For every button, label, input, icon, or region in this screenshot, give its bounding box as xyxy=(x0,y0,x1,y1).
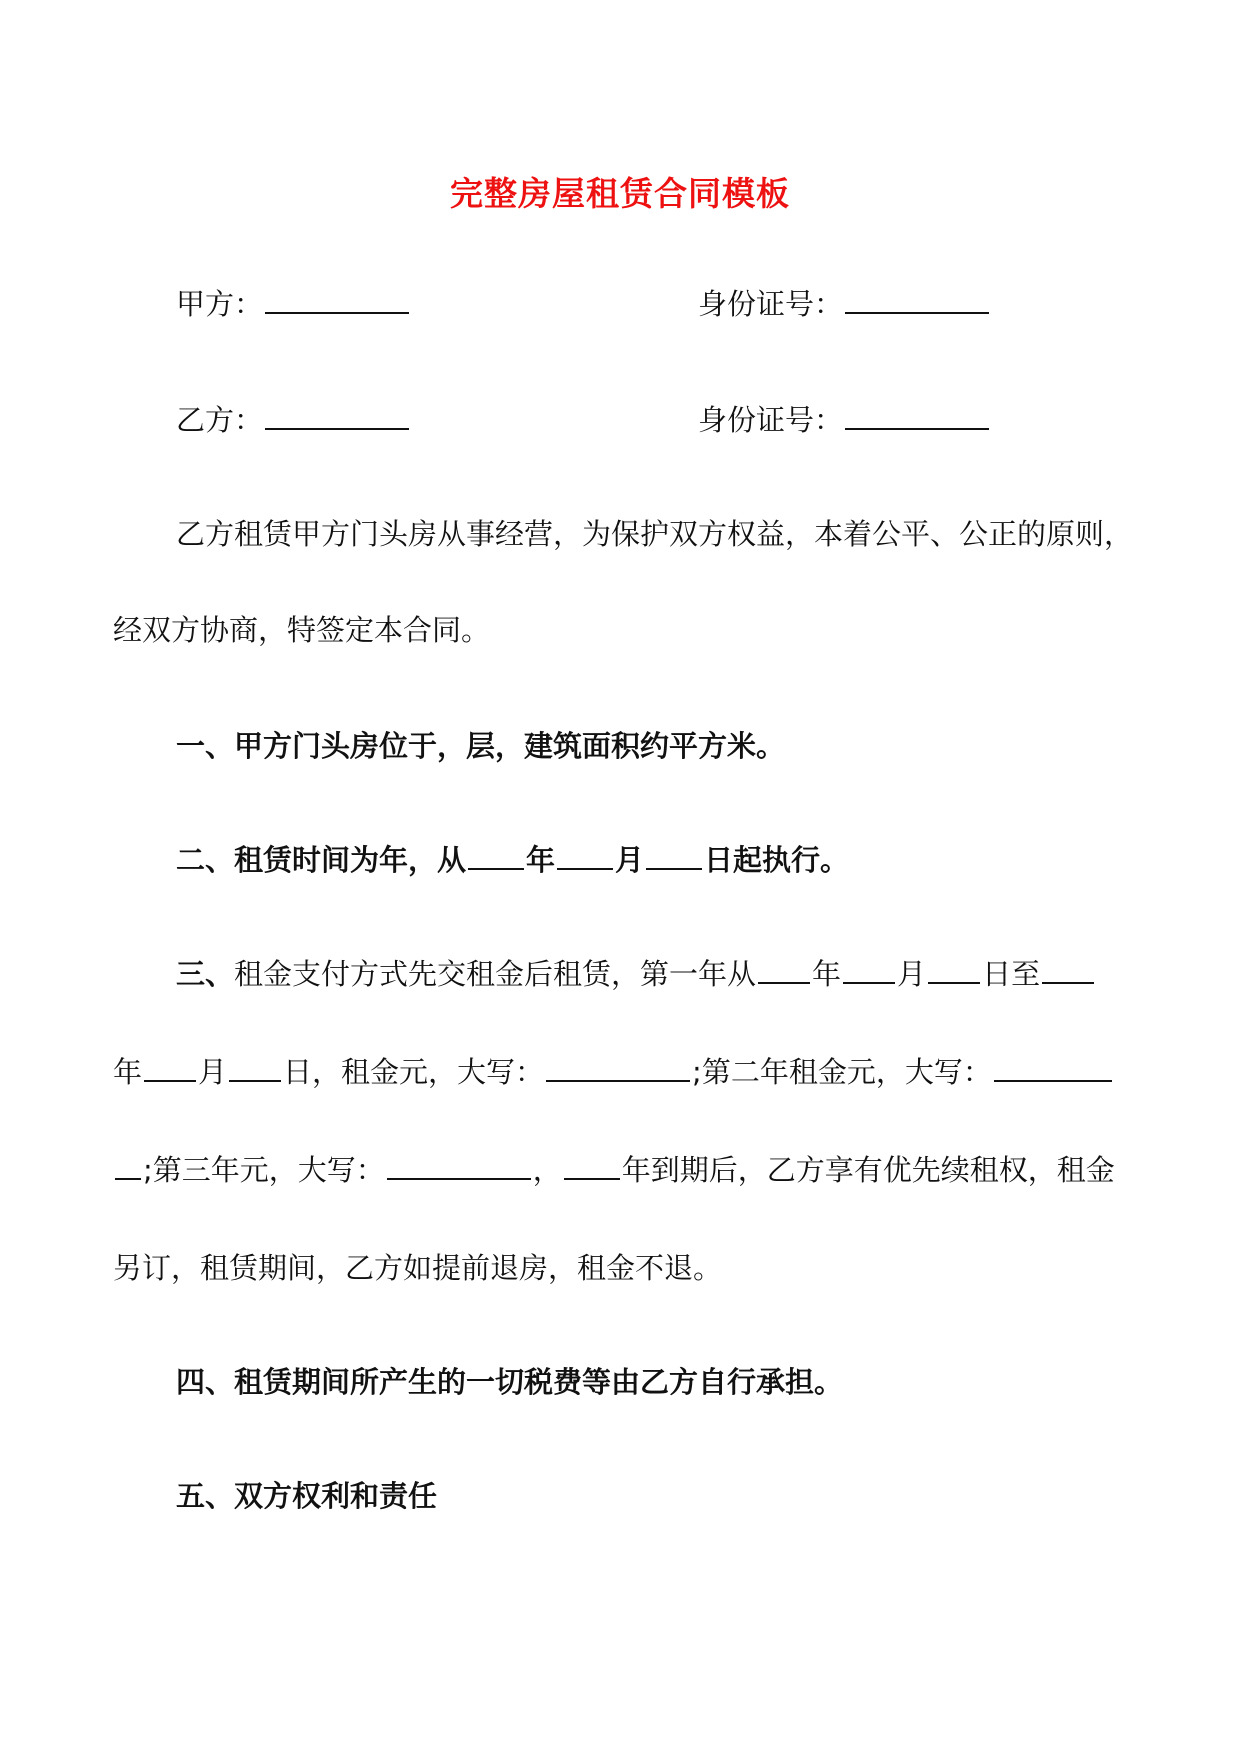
clause-3-text-2a: 年 xyxy=(113,1055,143,1089)
clause-3-term-years-blank xyxy=(564,1148,620,1180)
party-a-id-row xyxy=(698,282,991,326)
clause-2-text-4: 日起执行。 xyxy=(704,843,850,877)
clause-3-start-day-blank xyxy=(928,952,980,984)
clause-3-line-3 xyxy=(113,1148,1115,1192)
clause-3-line-4: 另订，租赁期间，乙方如提前退房，租金不退。 xyxy=(113,1251,723,1285)
clause-2-text-1: 二、租赁时间为年，从 xyxy=(176,843,467,877)
party-b-id-label: 身份证号： xyxy=(698,403,844,437)
party-a-id-label: 身份证号： xyxy=(698,287,844,321)
clause-3-line-2 xyxy=(113,1050,1114,1094)
clause-3-text-1a: 租金支付方式先交租金后租赁，第一年从 xyxy=(234,957,757,991)
clause-1: 一、甲方门头房位于，层，建筑面积约平方米。 xyxy=(176,729,786,763)
clause-2 xyxy=(176,838,849,882)
clause-3-rent2-words-blank xyxy=(994,1050,1112,1082)
party-b-id-row xyxy=(698,398,991,442)
party-b-id-blank xyxy=(845,398,989,430)
clause-3-text-2b: 月 xyxy=(198,1055,228,1089)
clause-3-text-1d: 日至 xyxy=(982,957,1041,991)
document-title: 完整房屋租赁合同模板 xyxy=(450,174,790,213)
clause-3-text-3a: ;第三年元，大写： xyxy=(143,1153,385,1187)
party-b-row xyxy=(176,398,411,442)
clause-2-year-blank xyxy=(468,838,524,870)
clause-3-heading: 三、 xyxy=(176,957,235,991)
clause-3-text-1c: 月 xyxy=(897,957,927,991)
clause-3-end-month-blank xyxy=(144,1050,196,1082)
clause-3-line-1 xyxy=(176,952,1096,996)
clause-2-month-blank xyxy=(557,838,613,870)
clause-3-start-month-blank xyxy=(843,952,895,984)
clause-3-start-year-blank xyxy=(758,952,810,984)
party-a-row xyxy=(176,282,411,326)
clause-3-rent3-words-blank xyxy=(387,1148,531,1180)
clause-4: 四、租赁期间所产生的一切税费等由乙方自行承担。 xyxy=(176,1365,844,1399)
party-a-label: 甲方： xyxy=(176,287,264,321)
clause-3-rent1-words-blank xyxy=(546,1050,690,1082)
party-a-id-blank xyxy=(845,282,989,314)
intro-line-2: 经双方协商，特签定本合同。 xyxy=(113,613,491,647)
clause-3-end-year-blank xyxy=(1042,952,1094,984)
party-b-name-blank xyxy=(265,398,409,430)
party-b-label: 乙方： xyxy=(176,403,264,437)
clause-2-text-3: 月 xyxy=(615,843,645,877)
clause-3-text-1b: 年 xyxy=(812,957,842,991)
clause-2-text-2: 年 xyxy=(526,843,556,877)
clause-3-text-2c: 日，租金元，大写： xyxy=(283,1055,545,1089)
clause-3-text-3c: 年到期后，乙方享有优先续租权，租金 xyxy=(621,1153,1115,1187)
clause-3-end-day-blank xyxy=(229,1050,281,1082)
clause-3-rent2-words-blank-cont xyxy=(115,1148,141,1180)
clause-2-day-blank xyxy=(646,838,702,870)
intro-line-1: 乙方租赁甲方门头房从事经营，为保护双方权益，本着公平、公正的原则， xyxy=(176,517,1134,551)
party-a-name-blank xyxy=(265,282,409,314)
clause-3-text-3b: ， xyxy=(532,1153,562,1187)
clause-3-text-2d: ;第二年租金元，大写： xyxy=(692,1055,992,1089)
clause-5: 五、双方权利和责任 xyxy=(176,1479,438,1513)
